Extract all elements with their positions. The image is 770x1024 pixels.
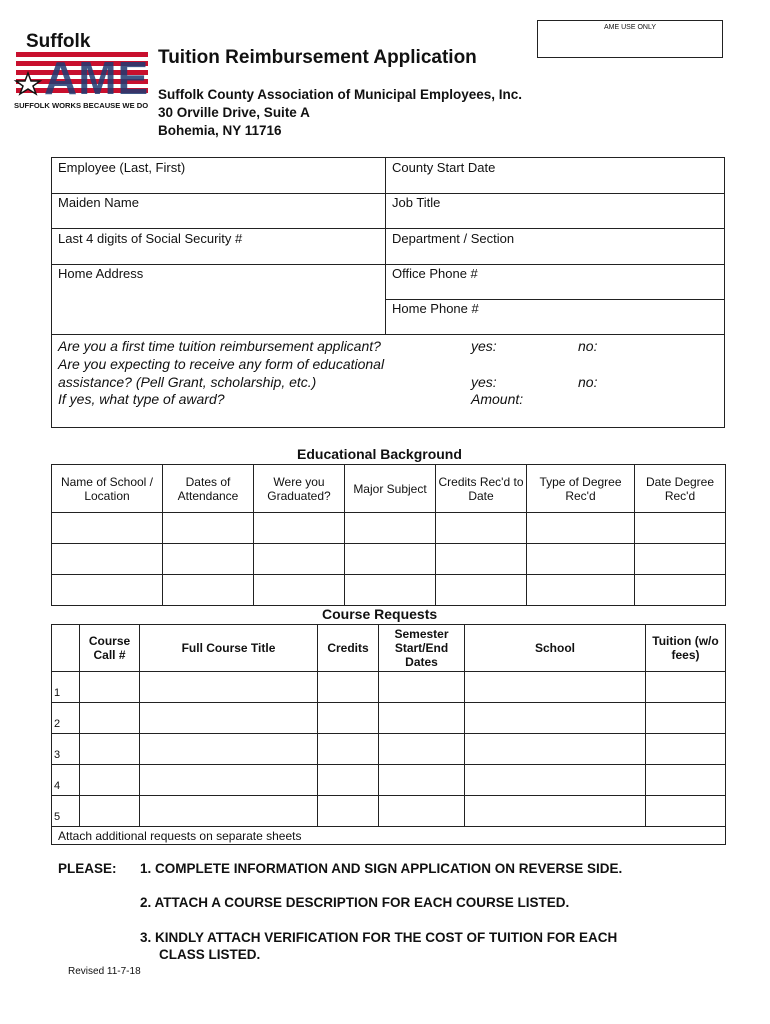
table-row — [52, 765, 726, 796]
please-label: PLEASE: — [58, 861, 117, 876]
assistance-question-line1: Are you expecting to receive any form of educational — [58, 356, 385, 372]
first-time-no[interactable]: no: — [578, 338, 598, 354]
ame-use-only-label: AME USE ONLY — [604, 24, 656, 31]
course-section-title: Course Requests — [322, 606, 438, 622]
logo-top-word: Suffolk — [26, 31, 91, 52]
course-header-title: Full Course Title — [140, 625, 318, 672]
assistance-question-line2: assistance? (Pell Grant, scholarship, etc.) — [58, 374, 317, 390]
course-header-num — [52, 625, 80, 672]
table-row — [52, 575, 726, 606]
edu-header-degree-date: Date Degree Rec'd — [635, 465, 726, 513]
table-row — [52, 796, 726, 827]
assistance-no[interactable]: no: — [578, 374, 598, 390]
table-row — [52, 544, 726, 575]
course-row-number: 2 — [52, 703, 80, 734]
maiden-name-field[interactable]: Maiden Name — [58, 195, 139, 210]
course-row-number: 3 — [52, 734, 80, 765]
revised-date: Revised 11-7-18 — [68, 966, 141, 977]
education-header-row — [52, 465, 726, 513]
edu-header-school: Name of School / Location — [52, 465, 163, 513]
instruction-3: 3. KINDLY ATTACH VERIFICATION FOR THE COST OF TUITION FOR EACH — [140, 930, 618, 945]
education-section-title: Educational Background — [297, 446, 462, 462]
home-address-field[interactable]: Home Address — [58, 266, 144, 281]
first-time-yes[interactable]: yes: — [471, 338, 497, 354]
employee-name-field[interactable]: Employee (Last, First) — [58, 160, 186, 175]
instruction-2: 2. ATTACH A COURSE DESCRIPTION FOR EACH COURSE LISTED. — [140, 895, 570, 910]
course-row-number: 5 — [52, 796, 80, 827]
org-street: 30 Orville Drive, Suite A — [158, 105, 310, 120]
org-city: Bohemia, NY 11716 — [158, 123, 282, 138]
logo-tagline: SUFFOLK WORKS BECAUSE WE DO — [14, 101, 149, 110]
course-row-number: 4 — [52, 765, 80, 796]
logo-main-word: AME — [44, 52, 150, 104]
table-row — [52, 513, 726, 544]
course-header-semester: Semester Start/End Dates — [379, 625, 465, 672]
course-header-credits: Credits — [318, 625, 379, 672]
instruction-1: 1. COMPLETE INFORMATION AND SIGN APPLICATION ON REVERSE SIDE. — [140, 861, 623, 876]
table-row — [52, 703, 726, 734]
award-type-question: If yes, what type of award? — [58, 391, 225, 407]
course-header-school: School — [465, 625, 646, 672]
assistance-yes[interactable]: yes: — [471, 374, 497, 390]
course-header-tuition: Tuition (w/o fees) — [646, 625, 726, 672]
org-name: Suffolk County Association of Municipal Employees, Inc. — [158, 87, 523, 102]
job-title-field[interactable]: Job Title — [392, 195, 441, 210]
instruction-3-cont: CLASS LISTED. — [159, 947, 261, 962]
employee-info-section — [51, 157, 725, 428]
course-footer-row — [52, 827, 726, 845]
county-start-date-field[interactable]: County Start Date — [392, 160, 496, 175]
course-header-call: Course Call # — [80, 625, 140, 672]
course-row-number: 1 — [52, 672, 80, 703]
edu-header-dates: Dates of Attendance — [163, 465, 254, 513]
table-row — [52, 734, 726, 765]
office-phone-field[interactable]: Office Phone # — [392, 266, 478, 281]
award-amount[interactable]: Amount: — [471, 391, 524, 407]
education-table — [51, 464, 726, 606]
course-requests-table — [51, 624, 726, 845]
department-field[interactable]: Department / Section — [392, 231, 515, 246]
home-phone-field[interactable]: Home Phone # — [392, 301, 479, 316]
edu-header-major: Major Subject — [345, 465, 436, 513]
edu-header-degree-type: Type of Degree Rec'd — [527, 465, 635, 513]
ssn-field[interactable]: Last 4 digits of Social Security # — [58, 231, 243, 246]
ame-use-only-box — [537, 20, 723, 58]
suffolk-ame-logo — [12, 30, 152, 115]
course-footer-note: Attach additional requests on separate sheets — [52, 827, 726, 845]
course-header-row — [52, 625, 726, 672]
table-row — [52, 672, 726, 703]
page-title: Tuition Reimbursement Application — [158, 47, 477, 68]
edu-header-graduated: Were you Graduated? — [254, 465, 345, 513]
edu-header-credits: Credits Rec'd to Date — [436, 465, 527, 513]
first-time-question: Are you a first time tuition reimbursement applicant? — [58, 338, 381, 354]
